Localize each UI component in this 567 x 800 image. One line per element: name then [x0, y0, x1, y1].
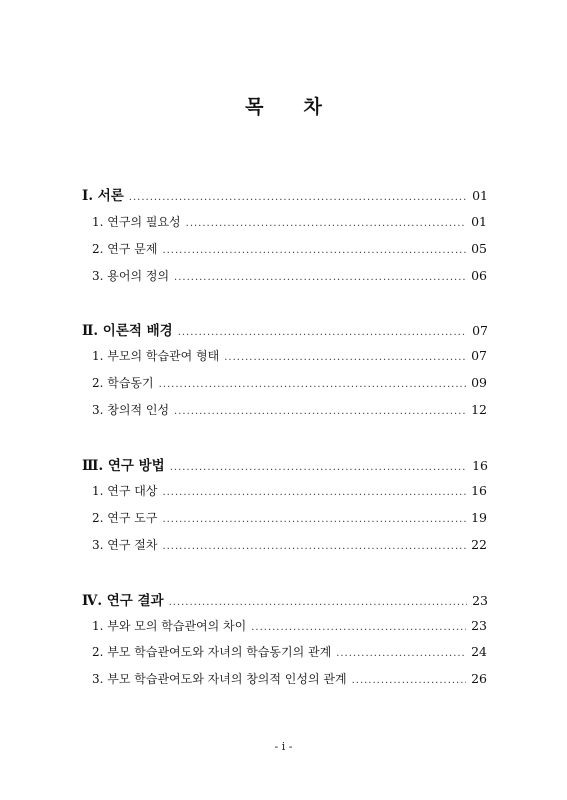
dot-leader — [159, 379, 466, 390]
section-page-number: 23 — [471, 618, 487, 633]
toc-section[interactable] — [92, 347, 487, 364]
dot-leader — [162, 514, 466, 525]
dot-leader — [336, 648, 466, 659]
section-page-number: 19 — [471, 510, 487, 525]
toc-chapter-4[interactable] — [82, 589, 488, 609]
dot-leader — [352, 675, 467, 686]
chapter-label: Ⅲ. 연구 방법 — [82, 458, 165, 474]
chapter-page-number: 23 — [472, 593, 488, 608]
chapter-page-number: 01 — [472, 188, 488, 203]
dot-leader — [178, 327, 467, 338]
toc-section[interactable] — [92, 240, 487, 257]
dot-leader — [174, 272, 466, 283]
dot-leader — [162, 487, 466, 498]
chapter-page-number: 07 — [472, 323, 488, 338]
section-page-number: 26 — [471, 671, 487, 686]
section-label: 2. 연구 문제 — [92, 242, 158, 256]
section-label: 1. 연구 대상 — [92, 484, 158, 498]
toc-section[interactable] — [92, 374, 487, 391]
dot-leader — [186, 218, 466, 229]
toc-section[interactable] — [92, 643, 487, 660]
title-left-char: 목 — [245, 96, 264, 118]
toc-section[interactable] — [92, 401, 487, 418]
dot-leader — [170, 462, 467, 473]
section-label: 3. 창의적 인성 — [92, 403, 170, 417]
section-label: 1. 부모의 학습관여 형태 — [92, 349, 220, 363]
section-page-number: 01 — [471, 214, 487, 229]
section-page-number: 12 — [471, 402, 487, 417]
section-page-number: 07 — [471, 348, 487, 363]
chapter-label: Ⅳ. 연구 결과 — [82, 593, 164, 609]
section-page-number: 16 — [471, 483, 487, 498]
dot-leader — [129, 192, 467, 203]
title-right-char: 차 — [303, 96, 322, 118]
toc-section[interactable] — [92, 670, 487, 687]
dot-leader — [251, 622, 466, 633]
section-page-number: 09 — [471, 375, 487, 390]
section-label: 1. 연구의 필요성 — [92, 215, 181, 229]
toc-section[interactable] — [92, 213, 487, 230]
section-label: 3. 연구 절차 — [92, 538, 158, 552]
dot-leader — [162, 245, 466, 256]
toc-chapter-3[interactable] — [82, 454, 488, 474]
section-label: 3. 용어의 정의 — [92, 269, 170, 283]
toc-section[interactable] — [92, 536, 487, 553]
section-label: 2. 부모 학습관여도와 자녀의 학습동기의 관계 — [92, 645, 332, 659]
toc-section[interactable] — [92, 267, 487, 284]
section-label: 1. 부와 모의 학습관여의 차이 — [92, 619, 247, 633]
chapter-label: Ⅱ. 이론적 배경 — [82, 323, 173, 339]
toc-chapter-1[interactable] — [82, 184, 488, 204]
dot-leader — [224, 352, 466, 363]
page-footer-number: - i - — [274, 740, 293, 753]
toc-chapter-2[interactable] — [82, 319, 488, 339]
toc-section[interactable] — [92, 482, 487, 499]
section-label: 3. 부모 학습관여도와 자녀의 창의적 인성의 관계 — [92, 672, 347, 686]
section-label: 2. 학습동기 — [92, 376, 154, 390]
chapter-label: Ⅰ. 서론 — [82, 188, 124, 204]
section-page-number: 22 — [471, 537, 487, 552]
section-page-number: 06 — [471, 268, 487, 283]
section-page-number: 24 — [471, 644, 487, 659]
toc-section[interactable] — [92, 617, 487, 634]
dot-leader — [169, 597, 468, 608]
dot-leader — [174, 406, 466, 417]
section-page-number: 05 — [471, 241, 487, 256]
chapter-page-number: 16 — [472, 458, 488, 473]
toc-section[interactable] — [92, 509, 487, 526]
dot-leader — [162, 541, 466, 552]
section-label: 2. 연구 도구 — [92, 511, 158, 525]
